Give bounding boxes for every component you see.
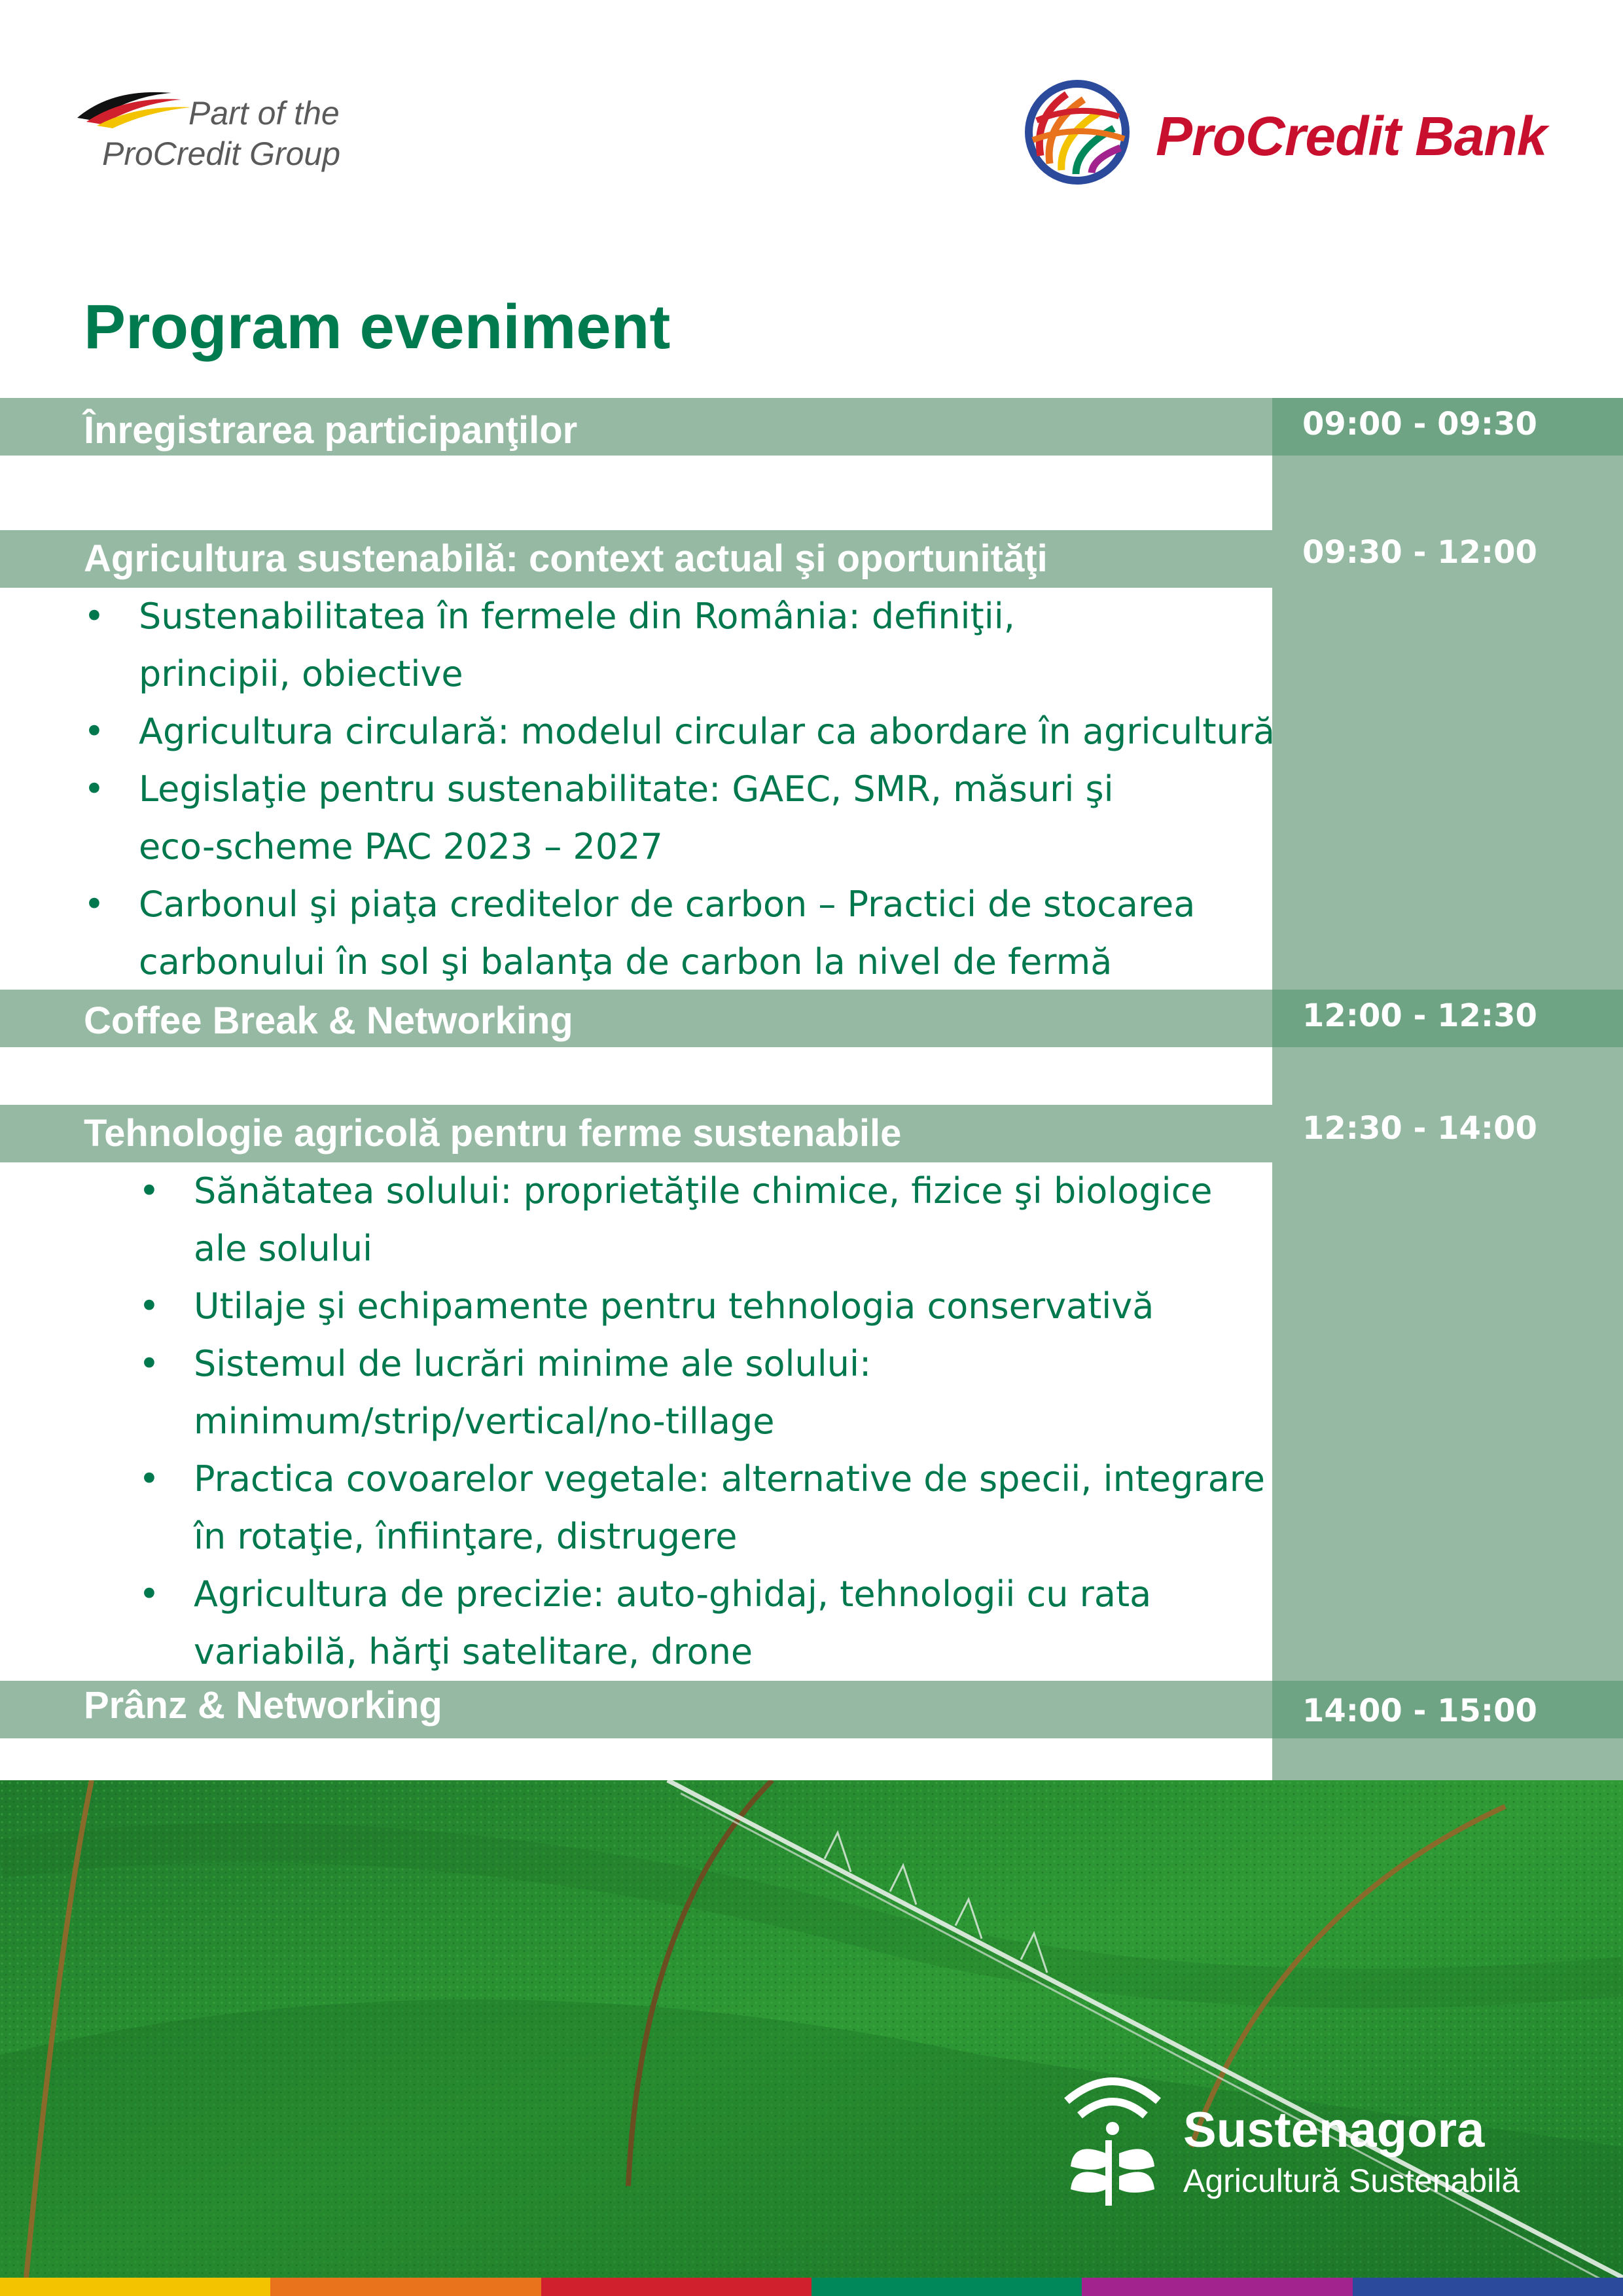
list-item: • Agricultura circulară: modelul circular ca abordare în agricultură bbox=[139, 703, 1275, 761]
session-time: 12:00 - 12:30 bbox=[1302, 997, 1537, 1034]
session-title: Prânz & Networking bbox=[84, 1684, 442, 1727]
sustenagora-logo bbox=[1060, 2068, 1558, 2225]
page-title: Program eveniment bbox=[84, 292, 671, 362]
bullet-icon: • bbox=[84, 768, 105, 810]
list-item: • Sustenabilitatea în fermele din România: definiţii, principii, obiective bbox=[139, 588, 1275, 703]
group-logo-line1: Part of the bbox=[188, 95, 340, 132]
bullet-icon: • bbox=[139, 1170, 160, 1211]
session-title: Înregistrarea participanţilor bbox=[84, 409, 578, 452]
bullet-icon: • bbox=[139, 1458, 160, 1499]
time-column-background bbox=[1272, 398, 1623, 1780]
session-header-coffee-break bbox=[0, 990, 1623, 1047]
brand-color-strip bbox=[0, 2278, 1623, 2296]
list-item: • Agricultura de precizie: auto-ghidaj, tehnologii cu rata variabilă, hărţi satelitare, drone bbox=[194, 1566, 1265, 1681]
bank-name: ProCredit Bank bbox=[1156, 105, 1547, 167]
session-time: 14:00 - 15:00 bbox=[1302, 1693, 1537, 1729]
session-header-agri-technology bbox=[0, 1105, 1623, 1162]
session-header-sustainable-agriculture bbox=[0, 530, 1623, 588]
sustenagora-brand-name: Sustenagora bbox=[1183, 2102, 1485, 2158]
procredit-group-logo bbox=[73, 84, 361, 182]
session-time: 09:00 - 09:30 bbox=[1302, 406, 1537, 442]
bullet-icon: • bbox=[84, 596, 105, 637]
bullet-icon: • bbox=[84, 884, 105, 925]
list-item: • Legislaţie pentru sustenabilitate: GAEC, SMR, măsuri şi eco-scheme PAC 2023 – 2027 bbox=[139, 761, 1275, 876]
session-header-registration bbox=[0, 398, 1623, 456]
procredit-bank-logo bbox=[1021, 77, 1558, 188]
color-strip-segment bbox=[0, 2278, 270, 2296]
session-title: Agricultura sustenabilă: context actual şi oportunităţi bbox=[84, 537, 1048, 580]
bullet-icon: • bbox=[139, 1573, 160, 1615]
list-item: • Sistemul de lucrări minime ale solului: minimum/strip/vertical/no-tillage bbox=[194, 1335, 1265, 1450]
list-item: • Carbonul şi piaţa creditelor de carbon – Practici de stocarea carbonului în sol şi balanţa de carbon la nivel de fermă bbox=[139, 876, 1275, 991]
sustenagora-wheat-wifi-icon bbox=[1060, 2068, 1165, 2212]
color-strip-segment bbox=[1353, 2278, 1623, 2296]
bullet-icon: • bbox=[139, 1285, 160, 1327]
session-title: Tehnologie agricolă pentru ferme sustenabile bbox=[84, 1112, 902, 1155]
bullet-icon: • bbox=[139, 1343, 160, 1384]
color-strip-segment bbox=[270, 2278, 541, 2296]
session-time: 09:30 - 12:00 bbox=[1302, 534, 1537, 571]
session-topics-list bbox=[139, 1162, 1266, 1681]
session-header-lunch bbox=[0, 1681, 1623, 1738]
list-item: • Practica covoarelor vegetale: alternative de specii, integrare în rotaţie, înfiinţare, distrugere bbox=[194, 1450, 1265, 1566]
session-time: 12:30 - 14:00 bbox=[1302, 1110, 1537, 1147]
group-logo-line2: ProCredit Group bbox=[102, 135, 341, 172]
color-strip-segment bbox=[812, 2278, 1082, 2296]
bullet-icon: • bbox=[84, 711, 105, 752]
session-topics-list bbox=[84, 588, 1275, 991]
procredit-globe-icon bbox=[1021, 77, 1139, 188]
color-strip-segment bbox=[1082, 2278, 1352, 2296]
list-item: • Sănătatea solului: proprietăţile chimice, fizice şi biologice ale solului bbox=[194, 1162, 1265, 1278]
list-item: • Utilaje şi echipamente pentru tehnologia conservativă bbox=[194, 1278, 1265, 1335]
session-title: Coffee Break & Networking bbox=[84, 999, 573, 1042]
color-strip-segment bbox=[541, 2278, 812, 2296]
sustenagora-tagline: Agricultură Sustenabilă bbox=[1183, 2162, 1520, 2199]
